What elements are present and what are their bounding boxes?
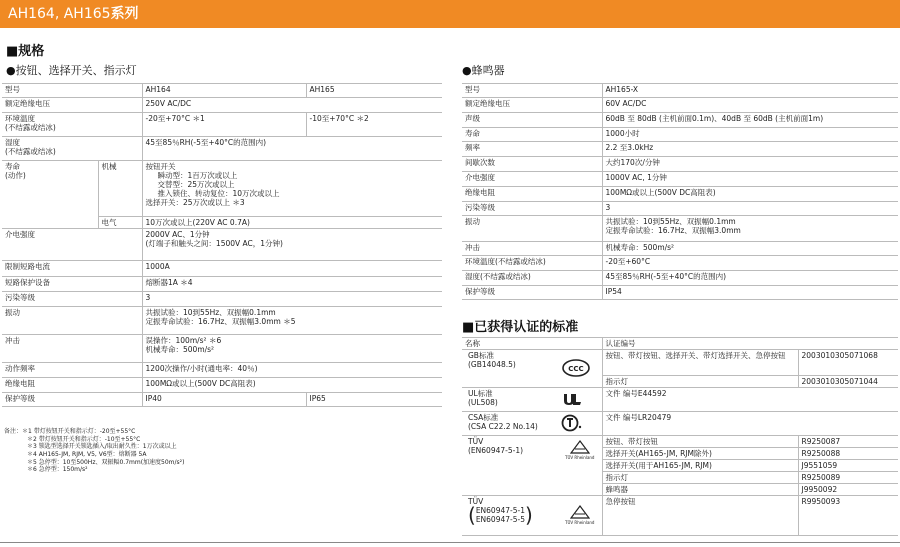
protection-device-value: 熔断器1A ＊4 [142, 277, 442, 292]
csa-file: 文件 编号LR20479 [602, 412, 898, 436]
buzzer-spec-label: 冲击 [462, 242, 602, 256]
tuv-no: J9950092 [798, 484, 898, 496]
model-ah165: AH165 [306, 84, 442, 98]
ul-mark-icon [561, 392, 585, 406]
temp-label: 环境温度 (不结露或结冰) [2, 113, 142, 137]
bottom-divider [0, 542, 900, 543]
svg-text:CCC: CCC [568, 364, 584, 373]
buzzer-spec-label: 寿命 [462, 128, 602, 142]
vibration-value: 共振试验：10到55Hz、双振幅0.1mm 定振寿命试验：16.7Hz、双振幅3.0mm ＊5 [142, 307, 442, 335]
tuv2-no: R9950093 [798, 496, 898, 536]
pollution-label: 污染等级 [2, 292, 142, 307]
cert-heading: ■已获得认证的标准 [462, 320, 579, 335]
model-label: 型号 [2, 84, 142, 98]
banner-series: AH164, AH165 [8, 6, 111, 22]
section-buttons-heading: ●按钮、选择开关、指示灯 [6, 64, 137, 77]
note: ＊2 带灯按钮开关和指示灯：-10至+55°C [27, 435, 141, 443]
buzzer-spec-label: 振动 [462, 216, 602, 242]
buzzer-spec-label: 间歇次数 [462, 157, 602, 172]
buzzer-spec-label: 污染等级 [462, 202, 602, 216]
mech-label: 机械 [98, 161, 142, 217]
tuv-no: J9551059 [798, 460, 898, 472]
dielectric-label: 介电强度 [2, 229, 142, 261]
humidity-label: 湿度 (不结露或结冰) [2, 137, 142, 161]
buzzer-spec-value: 机械寿命：500m/s² [602, 242, 898, 256]
buzzer-spec-value: 45至85％RH(-5至+40°C的范围内) [602, 271, 898, 286]
tuv-mark-icon [570, 505, 590, 519]
short-circuit-label: 限制短路电流 [2, 261, 142, 277]
humidity-value: 45至85％RH(-5至+40°C的范围内) [142, 137, 442, 161]
gb-row-1: 按钮、带灯按钮、选择开关、带灯选择开关、急停按钮 [602, 350, 798, 376]
banner-suffix: 系列 [110, 6, 139, 22]
buzzer-spec-value: 60V AC/DC [602, 98, 898, 113]
ip-ah164: IP40 [142, 393, 306, 407]
tuv2-standard: TÜV ( EN60947-5-1 EN60947-5-5 ) [462, 496, 558, 536]
tuv-row: 按钮、带灯按钮 [602, 436, 798, 448]
tuv-row: 指示灯 [602, 472, 798, 484]
tuv-row: 选择开关(用于AH165-JM, RJM) [602, 460, 798, 472]
short-circuit-value: 1000A [142, 261, 442, 277]
tuv-no: R9250087 [798, 436, 898, 448]
insulation-value: 100MΩ或以上(500V DC高阻表) [142, 378, 442, 393]
ip-label: 保护等级 [2, 393, 142, 407]
buzzer-spec-value: 共振试验：10到55Hz、双振幅0.1mm 定振寿命试验：16.7Hz、双振幅3.0mm [602, 216, 898, 242]
buzzer-table [462, 83, 898, 300]
ip-ah165: IP65 [306, 393, 442, 407]
note: ＊6 急停型：150m/s² [27, 466, 88, 474]
cert-no-header: 认证编号 [602, 338, 898, 350]
buzzer-spec-value: 60dB 至 80dB (主机前面0.1m)、40dB 至 60dB (主机前面1m) [602, 113, 898, 128]
elec-value: 10万次或以上(220V AC 0.7A) [142, 217, 442, 229]
buzzer-spec-label: 湿度(不结露或结冰) [462, 271, 602, 286]
protection-device-label: 短路保护设备 [2, 277, 142, 292]
section-buzzer-heading: ●蜂鸣器 [462, 64, 505, 77]
spec-table [2, 83, 442, 407]
ul-file: 文件 编号E44592 [602, 388, 898, 412]
temp-ah164: -20至+70°C ＊1 [142, 113, 306, 137]
frequency-label: 动作频率 [2, 363, 142, 378]
buzzer-spec-value: -20至+60°C [602, 256, 898, 271]
ul-standard: UL标准 (UL508) [462, 388, 558, 412]
voltage-value: 250V AC/DC [142, 98, 442, 113]
insulation-label: 绝缘电阻 [2, 378, 142, 393]
life-label: 寿命 (动作) [2, 161, 98, 229]
buzzer-spec-value: 2.2 至3.0kHz [602, 142, 898, 157]
cert-name-header: 名称 [462, 338, 602, 350]
csa-mark-icon [561, 414, 583, 432]
tuv-logo-text: TÜV Rheinland [565, 520, 595, 526]
gb-no-2: 2003010305071044 [798, 376, 898, 388]
ccc-mark-icon [561, 359, 591, 377]
buzzer-spec-label: 环境温度(不结露或结冰) [462, 256, 602, 271]
note: ＊4 AH165-JM, RJM, V5, V6型：熔断器 5A [27, 451, 147, 459]
tuv-no: R9250089 [798, 472, 898, 484]
buzzer-spec-value: 大约170次/分钟 [602, 157, 898, 172]
voltage-label: 额定绝缘电压 [2, 98, 142, 113]
dielectric-value: 2000V AC、1分钟 (灯端子和触头之间：1500V AC，1分钟) [142, 229, 442, 261]
buzzer-spec-label: 介电强度 [462, 172, 602, 187]
buzzer-spec-value: AH165-X [602, 84, 898, 98]
note: ＊3 锁匙型选择开关锁匙插入/取出耐久性：1万次或以上 [27, 443, 177, 451]
spec-heading: ■规格 [6, 44, 45, 59]
pollution-value: 3 [142, 292, 442, 307]
gb-standard: GB标准 (GB14048.5) [462, 350, 558, 388]
ul-logo [558, 388, 602, 412]
buzzer-spec-label: 绝缘电阻 [462, 187, 602, 202]
csa-standard: CSA标准 (CSA C22.2 No.14) [462, 412, 558, 436]
buzzer-spec-label: 型号 [462, 84, 602, 98]
vibration-label: 振动 [2, 307, 142, 335]
title-banner [0, 0, 900, 28]
buzzer-spec-label: 额定绝缘电压 [462, 98, 602, 113]
note: ＊5 急停型：10至500Hz、双振幅0.7mm(加速度50m/s²) [27, 458, 185, 466]
tuv2-logo [558, 496, 602, 536]
gb-no-1: 2003010305071068 [798, 350, 898, 376]
tuv-no: R9250088 [798, 448, 898, 460]
elec-label: 电气 [98, 217, 142, 229]
tuv-standard: TÜV (EN60947-5-1) [462, 436, 558, 496]
buzzer-spec-label: 频率 [462, 142, 602, 157]
notes [4, 428, 444, 474]
gb-row-2: 指示灯 [602, 376, 798, 388]
mech-value: 按钮开关 瞬动型：1百万次或以上 交替型：25万次或以上 推入锁住、转动复位：10万次或以上 选择开关：25万次或以上 ＊3 [142, 161, 442, 217]
tuv-row: 选择开关(AH165-JM, RJM除外) [602, 448, 798, 460]
tuv2-row: 急停按钮 [602, 496, 798, 536]
tuv-mark-icon [570, 440, 590, 454]
tuv-logo [558, 436, 602, 496]
buzzer-spec-label: 保护等级 [462, 286, 602, 300]
csa-logo [558, 412, 602, 436]
note: 备注：＊1 带灯按钮开关和指示灯：-20至+55°C [4, 428, 136, 435]
buzzer-spec-value: 100MΩ或以上(500V DC高阻表) [602, 187, 898, 202]
frequency-value: 1200次操作/小时(通电率：40％) [142, 363, 442, 378]
tuv-row: 蜂鸣器 [602, 484, 798, 496]
buzzer-spec-value: IP54 [602, 286, 898, 300]
cert-table [462, 337, 898, 536]
buzzer-spec-label: 声级 [462, 113, 602, 128]
buzzer-spec-value: 3 [602, 202, 898, 216]
ccc-logo [558, 350, 602, 388]
shock-label: 冲击 [2, 335, 142, 363]
temp-ah165: -10至+70°C ＊2 [306, 113, 442, 137]
buzzer-spec-value: 1000小时 [602, 128, 898, 142]
buzzer-spec-value: 1000V AC, 1分钟 [602, 172, 898, 187]
model-ah164: AH164 [142, 84, 306, 98]
shock-value: 误操作：100m/s² ＊6 机械寿命：500m/s² [142, 335, 442, 363]
tuv-logo-text: TÜV Rheinland [565, 455, 595, 460]
